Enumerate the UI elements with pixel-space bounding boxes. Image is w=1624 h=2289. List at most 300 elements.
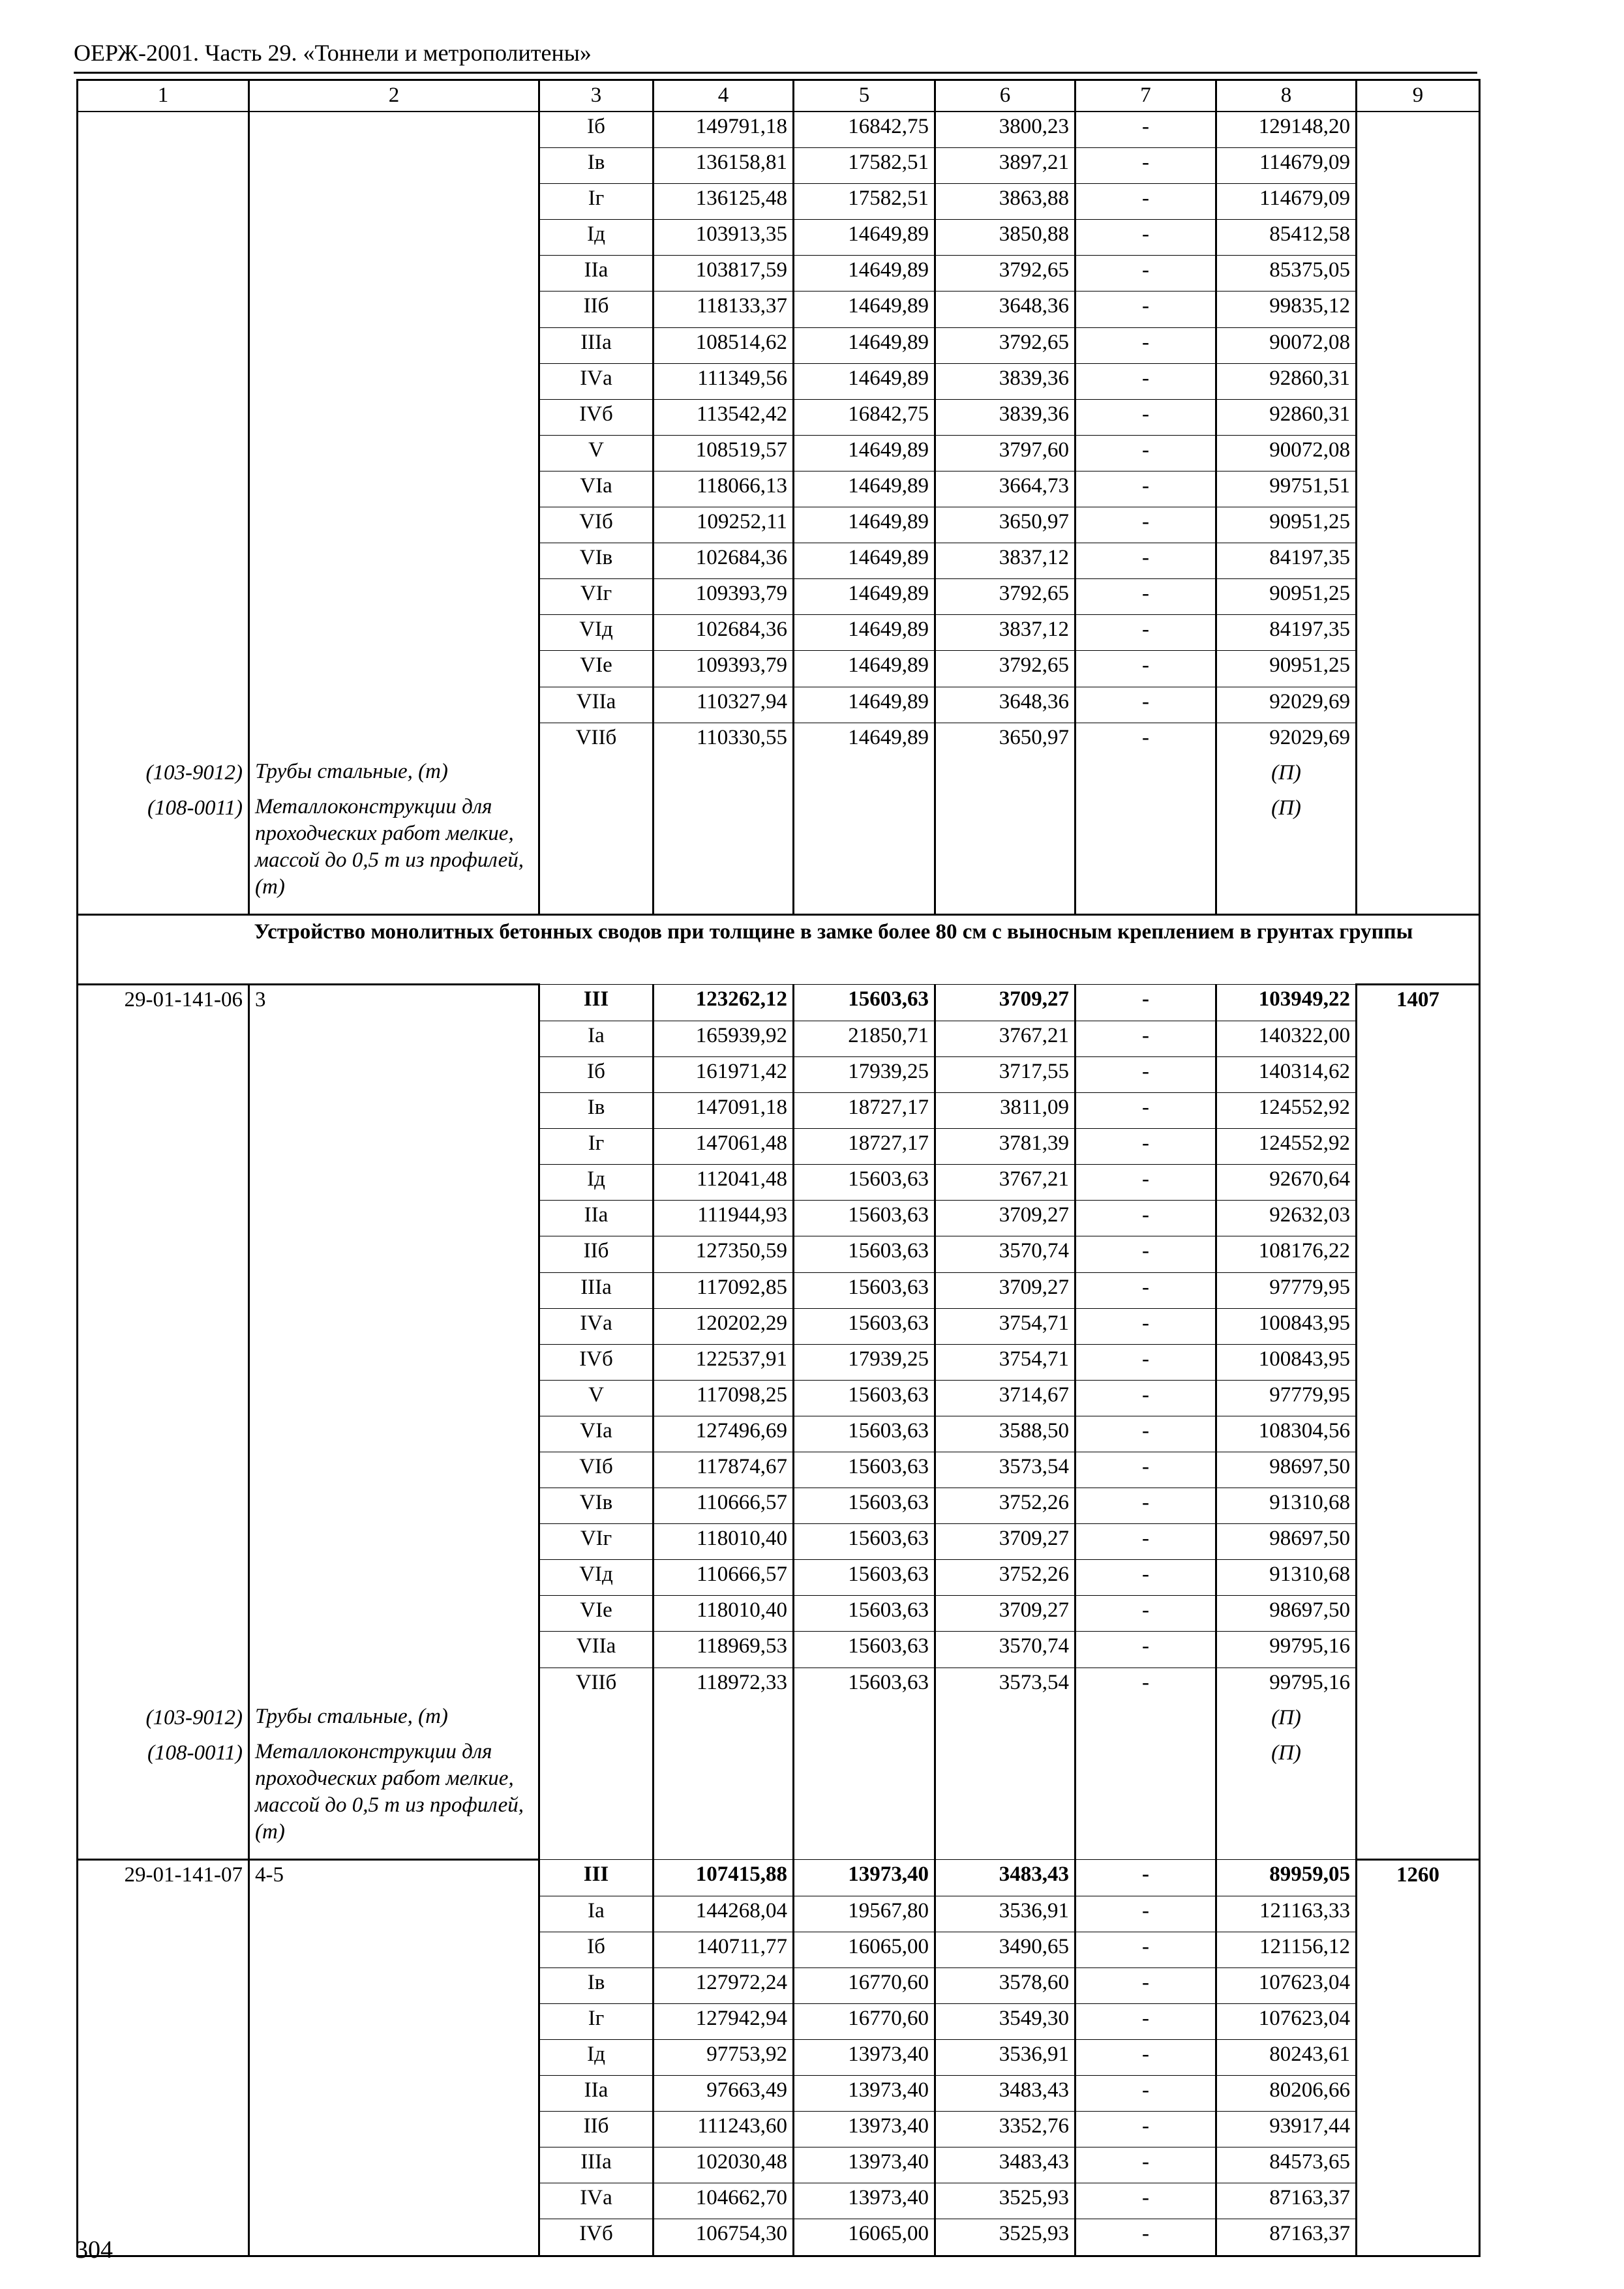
operators-wages-cell [1075,1739,1216,1860]
group-variant-cell: Iд [539,1165,654,1201]
total-cost-cell: 108514,62 [654,327,794,363]
group-variant-cell: Iг [539,1129,654,1165]
code-cell [78,723,249,758]
table-row [78,579,1480,615]
operators-wages-cell: - [1075,1236,1216,1272]
group-cell: 4-5 [249,1860,539,1896]
code-cell [78,1308,249,1344]
code-cell [78,184,249,220]
group-variant-cell: IIб [539,292,654,327]
materials-cell: 99751,51 [1216,471,1357,507]
code-cell [78,1560,249,1596]
labor-cell [1357,1932,1480,1967]
wages-cell: 14649,89 [794,615,935,651]
machines-cell: 3525,93 [935,2183,1075,2219]
machines-cell: 3792,65 [935,327,1075,363]
total-cost-cell: 118969,53 [654,1632,794,1668]
wages-cell: 15603,63 [794,1272,935,1308]
total-cost-cell: 127350,59 [654,1236,794,1272]
column-number-row [78,80,1480,112]
total-cost-cell: 111349,56 [654,363,794,399]
operators-wages-cell: - [1075,1416,1216,1452]
group-variant-cell: VIг [539,1524,654,1560]
table-row [78,1452,1480,1488]
code-cell [78,2183,249,2219]
group-cell [249,363,539,399]
labor-cell [1357,579,1480,615]
operators-wages-cell: - [1075,1488,1216,1524]
section-heading: Устройство монолитных бетонных сводов при толщине в замке более 80 см с выносным креплением в грунтах группы [249,915,1480,985]
total-cost-cell: 127942,94 [654,2003,794,2039]
code-cell [78,651,249,687]
group-variant-cell: V [539,1380,654,1416]
machines-cell: 3570,74 [935,1236,1075,1272]
group-cell [249,292,539,327]
code-cell [78,2112,249,2147]
group-variant-cell: Iб [539,1932,654,1967]
header-divider [74,72,1477,74]
labor-cell [1357,2003,1480,2039]
labor-cell [1357,1093,1480,1129]
total-cost-cell: 127496,69 [654,1416,794,1452]
machines-cell: 3754,71 [935,1308,1075,1344]
table-row [78,2219,1480,2256]
labor-cell [1357,1452,1480,1488]
group-variant-cell: IVб [539,1344,654,1380]
total-cost-cell: 102030,48 [654,2147,794,2183]
group-variant-cell: VIд [539,1560,654,1596]
code-cell [78,615,249,651]
code-cell [78,543,249,579]
group-variant-cell: Iб [539,112,654,148]
machines-cell: 3483,43 [935,1860,1075,1896]
resource-note-row [78,794,1480,915]
materials-cell: 87163,37 [1216,2219,1357,2256]
machines-cell: 3525,93 [935,2219,1075,2256]
labor-cell [1357,363,1480,399]
materials-cell: (П) [1216,1739,1357,1860]
group-cell [249,184,539,220]
code-cell: (108-0011) [78,1739,249,1860]
operators-wages-cell: - [1075,1967,1216,2003]
wages-cell: 14649,89 [794,256,935,292]
code-cell [78,1932,249,1967]
wages-cell: 15603,63 [794,1452,935,1488]
wages-cell: 15603,63 [794,1165,935,1201]
group-variant-cell: IIIа [539,327,654,363]
total-cost-cell: 118133,37 [654,292,794,327]
total-cost-cell: 110666,57 [654,1560,794,1596]
total-cost-cell [654,794,794,915]
code-cell [78,687,249,723]
code-cell [78,1632,249,1668]
code-cell [78,292,249,327]
machines-cell: 3837,12 [935,615,1075,651]
materials-cell: 92029,69 [1216,723,1357,758]
operators-wages-cell: - [1075,2147,1216,2183]
group-variant-cell: VIб [539,1452,654,1488]
total-cost-cell: 109252,11 [654,507,794,543]
code-cell: (103-9012) [78,758,249,794]
total-cost-cell: 122537,91 [654,1344,794,1380]
group-cell [249,651,539,687]
wages-cell: 13973,40 [794,2147,935,2183]
table-row [78,399,1480,435]
materials-cell: 90072,08 [1216,327,1357,363]
materials-cell: 97779,95 [1216,1272,1357,1308]
table-row [78,651,1480,687]
group-cell [249,399,539,435]
machines-cell: 3792,65 [935,256,1075,292]
total-cost-cell: 103913,35 [654,220,794,256]
group-variant-cell: VIе [539,1596,654,1632]
table-row [78,1632,1480,1668]
materials-cell: 108304,56 [1216,1416,1357,1452]
operators-wages-cell: - [1075,1632,1216,1668]
operators-wages-cell: - [1075,435,1216,471]
group-cell: Трубы стальные, (т) [249,758,539,794]
materials-cell: 108176,22 [1216,1236,1357,1272]
labor-cell [1357,1236,1480,1272]
table-row [78,1860,1480,1896]
table-row [78,2183,1480,2219]
group-variant-cell [539,1703,654,1739]
table-row [78,1560,1480,1596]
total-cost-cell: 112041,48 [654,1165,794,1201]
wages-cell: 17582,51 [794,184,935,220]
materials-cell: 129148,20 [1216,112,1357,148]
resource-note-row [78,758,1480,794]
operators-wages-cell: - [1075,2076,1216,2112]
operators-wages-cell: - [1075,1380,1216,1416]
group-variant-cell: III [539,985,654,1021]
code-cell [78,1056,249,1092]
wages-cell: 14649,89 [794,363,935,399]
total-cost-cell: 118066,13 [654,471,794,507]
group-cell [249,471,539,507]
total-cost-cell: 147061,48 [654,1129,794,1165]
materials-cell: 100843,95 [1216,1344,1357,1380]
group-variant-cell: IVа [539,1308,654,1344]
code-cell [78,1967,249,2003]
wages-cell: 16065,00 [794,1932,935,1967]
wages-cell: 14649,89 [794,507,935,543]
group-cell [249,1021,539,1056]
group-cell [249,1896,539,1932]
wages-cell: 18727,17 [794,1129,935,1165]
operators-wages-cell: - [1075,1896,1216,1932]
operators-wages-cell: - [1075,985,1216,1021]
page-number: 304 [76,2236,113,2264]
wages-cell: 13973,40 [794,2112,935,2147]
machines-cell: 3664,73 [935,471,1075,507]
operators-wages-cell: - [1075,327,1216,363]
group-cell: Трубы стальные, (т) [249,1703,539,1739]
group-cell [249,2112,539,2147]
table-row [78,1488,1480,1524]
group-cell [249,148,539,184]
labor-cell [1357,2076,1480,2112]
labor-cell [1357,112,1480,148]
total-cost-cell: 103817,59 [654,256,794,292]
labor-cell [1357,327,1480,363]
group-cell [249,543,539,579]
group-variant-cell: Iа [539,1896,654,1932]
table-row [78,1021,1480,1056]
machines-cell: 3709,27 [935,1596,1075,1632]
code-cell [78,112,249,148]
code-cell [78,2147,249,2183]
total-cost-cell: 97753,92 [654,2040,794,2076]
materials-cell: 140314,62 [1216,1056,1357,1092]
materials-cell: 98697,50 [1216,1452,1357,1488]
table-row [78,507,1480,543]
table-row [78,220,1480,256]
wages-cell: 21850,71 [794,1021,935,1056]
materials-cell: 85412,58 [1216,220,1357,256]
operators-wages-cell: - [1075,507,1216,543]
operators-wages-cell: - [1075,363,1216,399]
group-variant-cell: VIIб [539,723,654,758]
total-cost-cell: 165939,92 [654,1021,794,1056]
total-cost-cell: 109393,79 [654,579,794,615]
materials-cell: 92670,64 [1216,1165,1357,1201]
group-cell [249,1236,539,1272]
group-cell [249,1524,539,1560]
labor-cell [1357,2147,1480,2183]
labor-cell [1357,615,1480,651]
operators-wages-cell [1075,794,1216,915]
group-cell [249,687,539,723]
wages-cell: 16770,60 [794,2003,935,2039]
operators-wages-cell: - [1075,2219,1216,2256]
total-cost-cell: 123262,12 [654,985,794,1021]
materials-cell: 80206,66 [1216,2076,1357,2112]
group-variant-cell: VIIа [539,1632,654,1668]
materials-cell: 103949,22 [1216,985,1357,1021]
group-cell [249,1560,539,1596]
group-variant-cell: VIа [539,471,654,507]
code-cell [78,2040,249,2076]
machines-cell: 3709,27 [935,1201,1075,1236]
total-cost-cell [654,758,794,794]
operators-wages-cell: - [1075,1524,1216,1560]
wages-cell: 14649,89 [794,687,935,723]
labor-cell [1357,1272,1480,1308]
total-cost-cell: 102684,36 [654,543,794,579]
group-cell [249,220,539,256]
labor-cell [1357,1524,1480,1560]
materials-cell: 90951,25 [1216,651,1357,687]
materials-cell: 121156,12 [1216,1932,1357,1967]
machines-cell: 3850,88 [935,220,1075,256]
total-cost-cell: 113542,42 [654,399,794,435]
group-cell [249,507,539,543]
operators-wages-cell: - [1075,1668,1216,1703]
machines-cell: 3483,43 [935,2076,1075,2112]
materials-cell: (П) [1216,1703,1357,1739]
operators-wages-cell: - [1075,2003,1216,2039]
labor-cell [1357,2219,1480,2256]
machines-cell: 3781,39 [935,1129,1075,1165]
table-row [78,2147,1480,2183]
wages-cell [794,1703,935,1739]
table-row [78,148,1480,184]
table-row [78,1344,1480,1380]
operators-wages-cell: - [1075,1165,1216,1201]
group-variant-cell: VIг [539,579,654,615]
machines-cell: 3752,26 [935,1560,1075,1596]
table-row [78,2003,1480,2039]
table-body [78,80,1480,2256]
operators-wages-cell: - [1075,148,1216,184]
group-variant-cell: VIе [539,651,654,687]
machines-cell: 3752,26 [935,1488,1075,1524]
operators-wages-cell: - [1075,1452,1216,1488]
wages-cell: 14649,89 [794,651,935,687]
table-row [78,471,1480,507]
table-row [78,1380,1480,1416]
group-cell [249,1488,539,1524]
table-row [78,1236,1480,1272]
materials-cell: 98697,50 [1216,1524,1357,1560]
group-cell [249,1056,539,1092]
operators-wages-cell [1075,758,1216,794]
group-variant-cell: Iа [539,1021,654,1056]
group-cell: Металлоконструкции для проходческих работ мелкие, массой до 0,5 т из профилей, (т) [249,794,539,915]
group-cell [249,2003,539,2039]
wages-cell: 15603,63 [794,1308,935,1344]
machines-cell: 3536,91 [935,2040,1075,2076]
wages-cell: 17939,25 [794,1056,935,1092]
machines-cell: 3352,76 [935,2112,1075,2147]
labor-cell [1357,651,1480,687]
materials-cell: 90072,08 [1216,435,1357,471]
total-cost-cell: 161971,42 [654,1056,794,1092]
wages-cell: 17582,51 [794,148,935,184]
table-row [78,985,1480,1021]
group-variant-cell: Iв [539,148,654,184]
group-cell [249,1201,539,1236]
wages-cell: 14649,89 [794,471,935,507]
code-cell [78,1596,249,1632]
group-cell [249,1668,539,1703]
materials-cell: 89959,05 [1216,1860,1357,1896]
total-cost-cell [654,1703,794,1739]
total-cost-cell: 149791,18 [654,112,794,148]
group-cell [249,1093,539,1129]
total-cost-cell: 117092,85 [654,1272,794,1308]
resource-note-row [78,1739,1480,1860]
labor-cell [1357,1201,1480,1236]
table-row [78,1093,1480,1129]
table-row [78,2112,1480,2147]
labor-cell [1357,1632,1480,1668]
column-number: 5 [794,80,935,112]
materials-cell: 114679,09 [1216,184,1357,220]
labor-cell [1357,1703,1480,1739]
wages-cell: 15603,63 [794,1632,935,1668]
total-cost-cell [654,1739,794,1860]
code-cell [78,1896,249,1932]
wages-cell: 14649,89 [794,435,935,471]
column-number: 1 [78,80,249,112]
wages-cell: 16770,60 [794,1967,935,2003]
labor-cell [1357,471,1480,507]
labor-cell [1357,399,1480,435]
labor-cell [1357,1596,1480,1632]
materials-cell: 92860,31 [1216,399,1357,435]
wages-cell: 15603,63 [794,1416,935,1452]
group-variant-cell: IIб [539,1236,654,1272]
group-cell [249,2040,539,2076]
wages-cell: 14649,89 [794,292,935,327]
total-cost-cell: 144268,04 [654,1896,794,1932]
table-row [78,1896,1480,1932]
group-cell [249,327,539,363]
operators-wages-cell: - [1075,543,1216,579]
heading-spacer-cell [78,915,249,985]
wages-cell [794,1739,935,1860]
total-cost-cell: 140711,77 [654,1932,794,1967]
group-cell [249,615,539,651]
operators-wages-cell: - [1075,579,1216,615]
group-cell [249,2219,539,2256]
code-cell [78,2076,249,2112]
table-row [78,1165,1480,1201]
labor-cell [1357,1560,1480,1596]
materials-cell: 107623,04 [1216,1967,1357,2003]
machines-cell: 3839,36 [935,363,1075,399]
labor-cell: 1407 [1357,985,1480,1021]
group-variant-cell: Iб [539,1056,654,1092]
wages-cell: 15603,63 [794,1236,935,1272]
group-cell [249,1380,539,1416]
wages-cell: 19567,80 [794,1896,935,1932]
machines-cell: 3714,67 [935,1380,1075,1416]
group-variant-cell: VIб [539,507,654,543]
materials-cell: 80243,61 [1216,2040,1357,2076]
column-number: 4 [654,80,794,112]
materials-cell: 99835,12 [1216,292,1357,327]
table-row [78,1668,1480,1703]
code-cell [78,435,249,471]
materials-cell: (П) [1216,758,1357,794]
total-cost-cell: 136158,81 [654,148,794,184]
wages-cell: 17939,25 [794,1344,935,1380]
machines-cell: 3709,27 [935,1272,1075,1308]
operators-wages-cell [1075,1703,1216,1739]
table-row [78,615,1480,651]
labor-cell [1357,2183,1480,2219]
group-cell [249,1452,539,1488]
materials-cell: 91310,68 [1216,1488,1357,1524]
table-row [78,1308,1480,1344]
code-cell [78,399,249,435]
machines-cell: 3483,43 [935,2147,1075,2183]
labor-cell [1357,435,1480,471]
labor-cell [1357,1129,1480,1165]
code-cell [78,1201,249,1236]
group-cell [249,1632,539,1668]
group-variant-cell: IIIа [539,1272,654,1308]
wages-cell: 15603,63 [794,985,935,1021]
total-cost-cell: 118010,40 [654,1524,794,1560]
materials-cell: 124552,92 [1216,1129,1357,1165]
table-row [78,1201,1480,1236]
code-cell: 29-01-141-06 [78,985,249,1021]
group-variant-cell: Iд [539,220,654,256]
